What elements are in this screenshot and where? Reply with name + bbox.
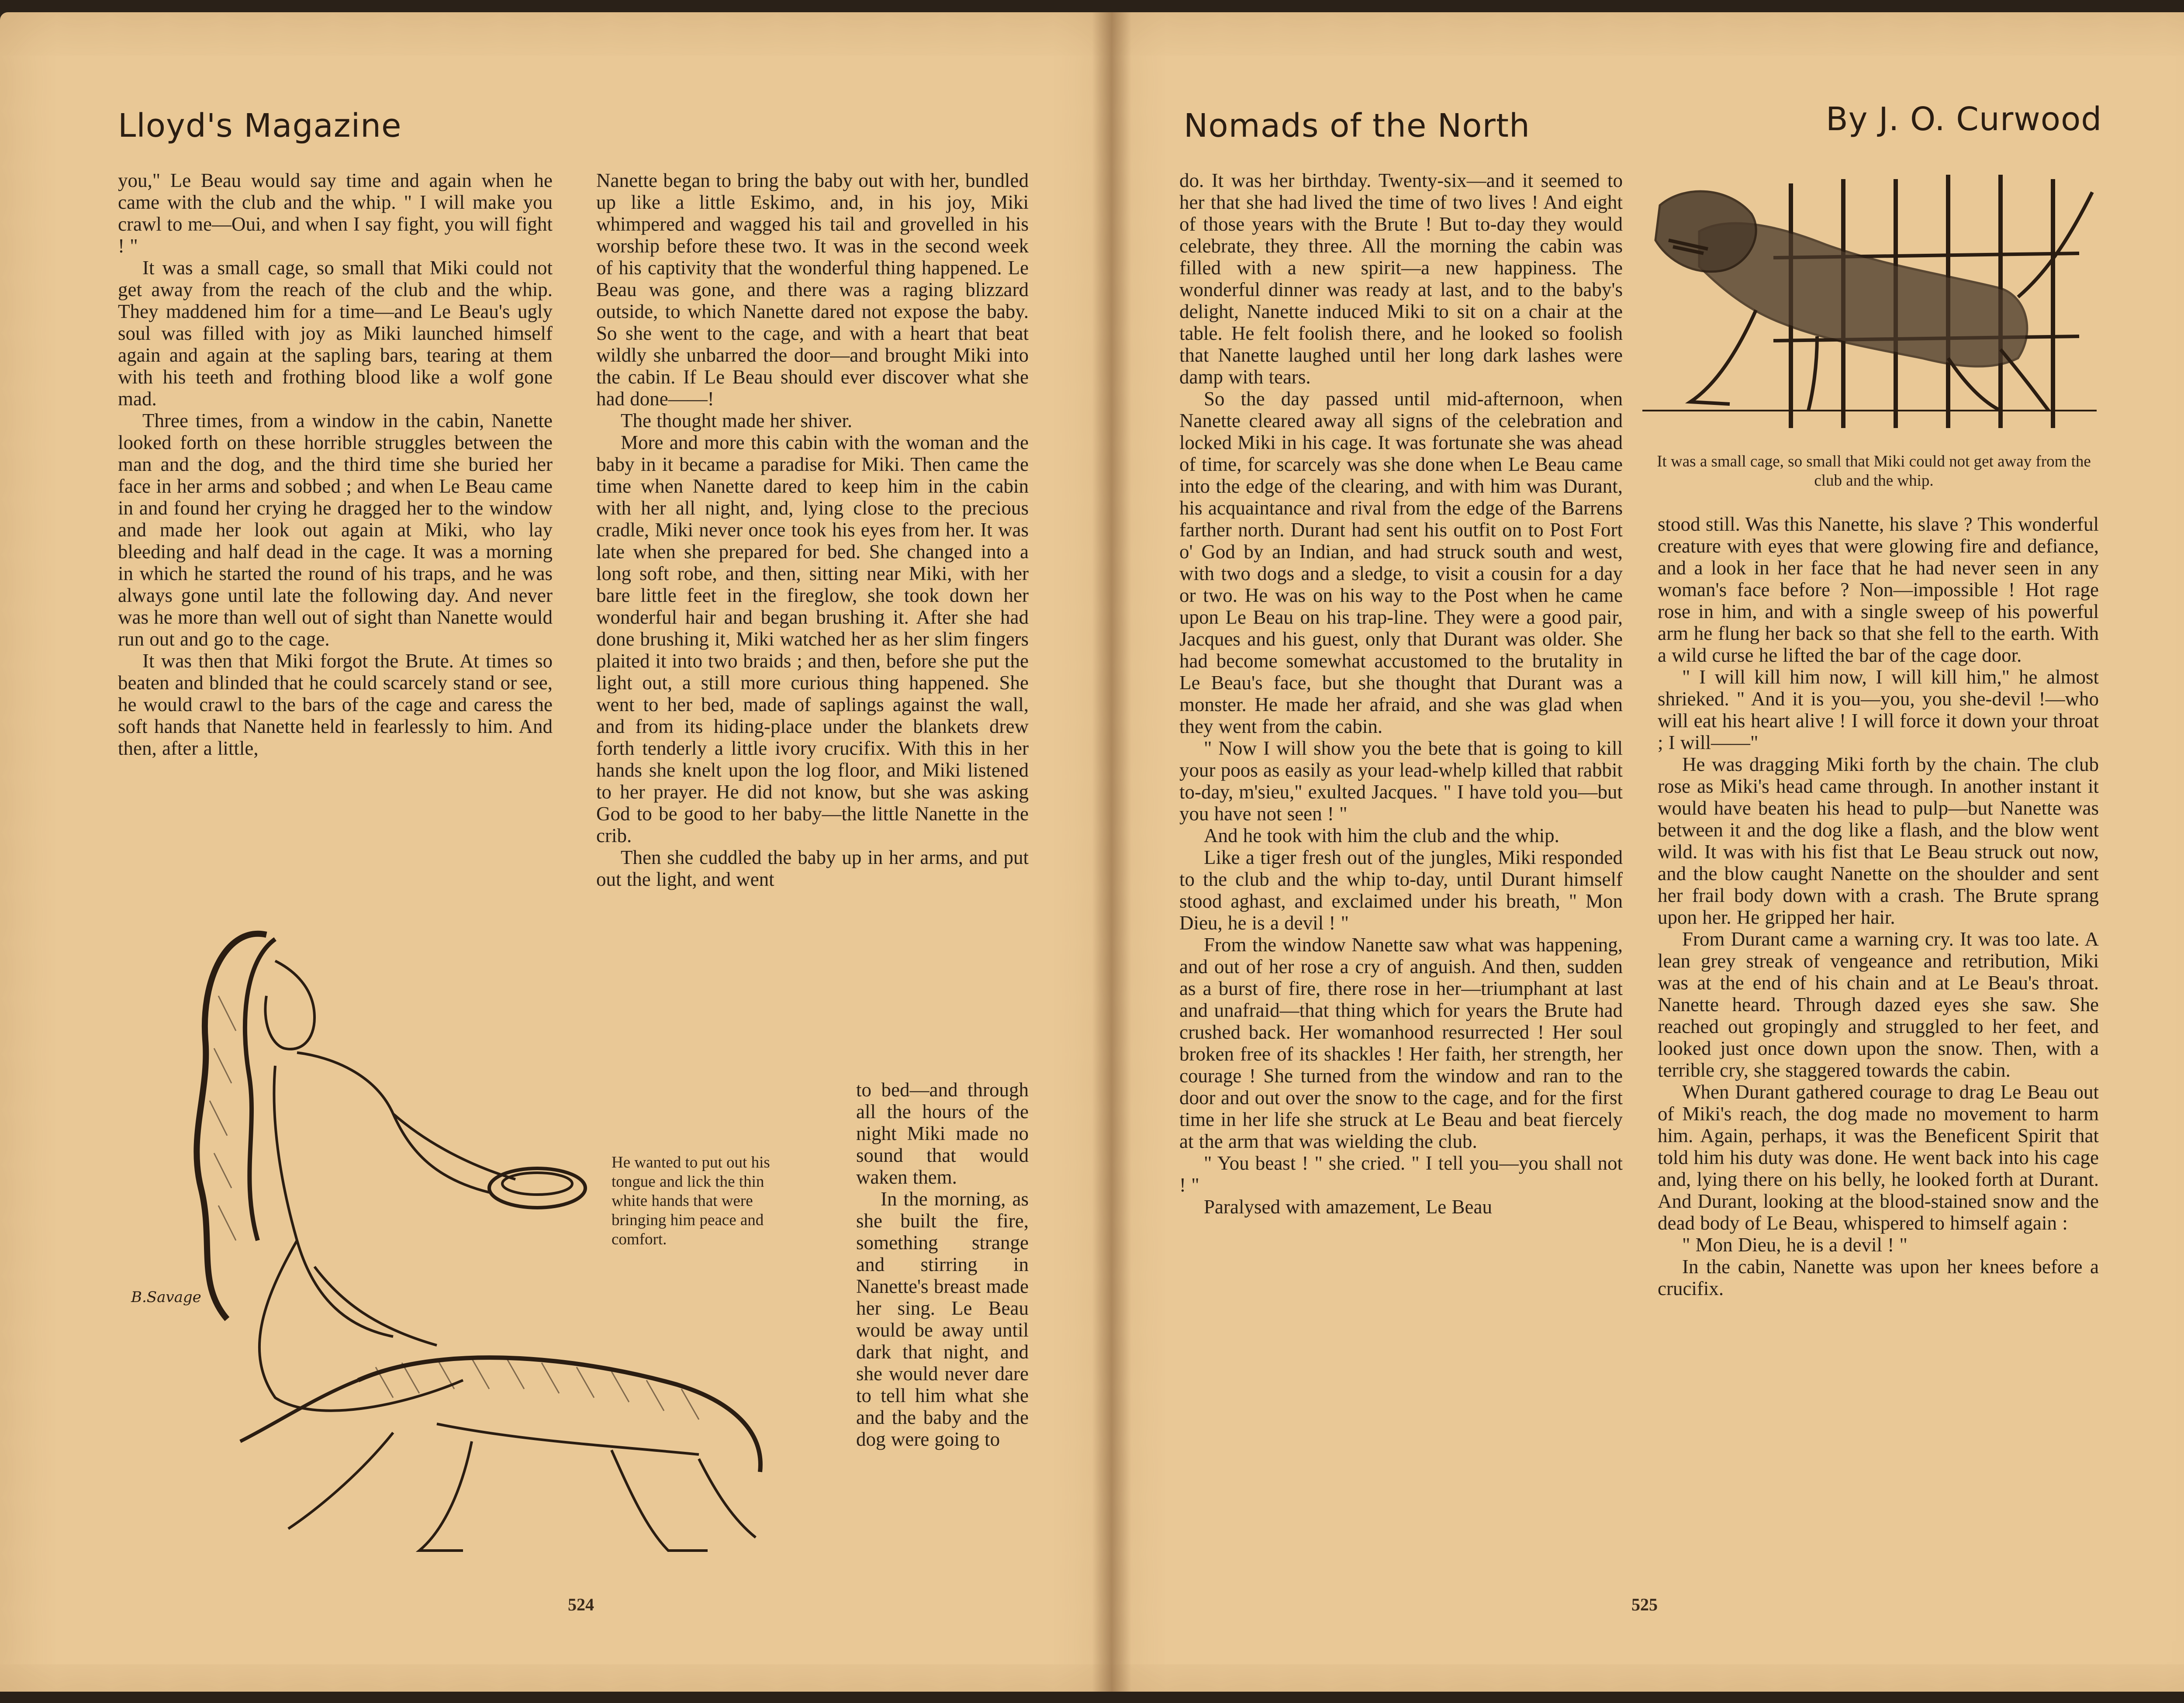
right-running-head-author: By J. O. Curwood <box>1826 100 2102 138</box>
left-page-number: 524 <box>568 1595 594 1614</box>
caged-dog-illustration <box>1642 166 2105 450</box>
paragraph: Like a tiger fresh out of the jungles, Miki responded to the club and the whip to-day, until Durant himself stood aghast, and exclaimed under his breath, " Mon Dieu, he is a devil ! " <box>1179 846 1623 934</box>
paragraph: " Mon Dieu, he is a devil ! " <box>1682 1234 1908 1256</box>
woman-and-dog-illustration <box>131 908 839 1590</box>
left-column-2-narrow <box>856 1079 1029 1450</box>
left-running-head: Lloyd's Magazine <box>118 107 402 145</box>
paragraph: stood still. Was this Nanette, his slave ? This wonderful creature with eyes that were glowing fire and defiance, and a look in her face that he had never seen in any woman's face before ? Non—impossible ! Hot rage rose in him, and with a single sweep of his powerful arm he flung her back so that she fell to the earth. With a wild curse he lifted the bar of the cage door. <box>1658 513 2099 666</box>
paragraph: From the window Nanette saw what was happening, and out of her rose a cry of anguish. And then, sudden as a burst of fire, there rose in her—triumphant at last and unafraid—that thing which for years the Brute had crushed back. Her womanhood resurrected ! Her soul broken free of its shackles ! Her faith, her strength, her courage ! She turned from the window and ran to the door and out over the snow to the cage, and for the first time in her life she struck at Le Beau and beat fiercely at the arm that was wielding the club. <box>1179 934 1623 1152</box>
right-running-head-title: Nomads of the North <box>1184 107 1530 145</box>
right-column-2 <box>1658 513 2099 1299</box>
paragraph: When Durant gathered courage to drag Le Beau out of Miki's reach, the dog made no movement to harm him. Again, perhaps, it was the Beneficent Spirit that told him his duty was done. He went back into his cage and, lying there on his belly, he looked forth at Durant. And Durant, looking at the blood-stained snow and the dead body of Le Beau, whispered to himself again : <box>1658 1081 2099 1234</box>
paragraph: " Now I will show you the bete that is going to kill your poos as easily as your lead-whelp killed that rabbit to-day, m'sieu," exulted Jacques. " I have told you—but you have not seen ! " <box>1179 737 1623 825</box>
paragraph: So the day passed until mid-afternoon, when Nanette cleared away all signs of the celebration and locked Miki in his cage. It was fortunate she was ahead of time, for scarcely was she done when Le Beau came into the edge of the clearing, and with him was Durant, his acquaintance and rival from the edge of the Barrens farther north. Durant had sent his outfit on to Post Fort o' God by an Indian, and had struck south and west, with two dogs and a sledge, to visit a cousin for a day or two. He was on his way to the Post when he came upon Le Beau on his trap-line. They were a good pair, Jacques and his guest, only that Durant was older. She had become somewhat accustomed to the brutality in Le Beau's face, but she thought that Durant was a monster. He made her afraid, and she was glad when they went from the cabin. <box>1179 388 1623 737</box>
paragraph: It was then that Miki forgot the Brute. At times so beaten and blinded that he could scarcely stand or see, he would crawl to the bars of the cage and caress the soft hands that Nanette held in fearlessly to him. And then, after a little, <box>118 650 553 759</box>
right-illustration-caption: It was a small cage, so small that Miki could not get away from the club and the whip. <box>1657 453 2091 490</box>
left-column-1 <box>118 169 553 759</box>
paragraph: " You beast ! " she cried. " I tell you—you shall not ! " <box>1179 1152 1623 1196</box>
paragraph: From Durant came a warning cry. It was too late. A lean grey streak of vengeance and retribution, Miki was at the end of his chain and at Le Beau's throat. Nanette heard. Through dazed eyes she saw. She reached out gropingly and struggled to her feet, and looked just once down upon the snow. Then, with a terrible cry, she staggered towards the cabin. <box>1658 928 2099 1081</box>
paragraph: Three times, from a window in the cabin, Nanette looked forth on these horrible struggles between the man and the dog, and the third time she buried her face in her arms and sobbed ; and when Le Beau came in and found her crying he dragged her to the window and made her look out again at Miki, who lay bleeding and half dead in the cage. It was a morning in which he started the round of his traps, and he was always gone until late the following day. And never was he more than well out of sight than Nanette would run out and go to the cage. <box>118 410 553 650</box>
book-gutter <box>1092 12 1131 1692</box>
paragraph: In the cabin, Nanette was upon her knees before a crucifix. <box>1658 1256 2099 1299</box>
paragraph: He was dragging Miki forth by the chain. The club rose as Miki's head came through. In another instant it would have beaten his head to pulp—but Nanette was between it and the dog like a flash, and the blow went wild. It was with his fist that Le Beau struck out now, and the blow caught Nanette on the shoulder and sent her frail body down with a crash. The Brute sprang upon her. He gripped her hair. <box>1658 753 2099 928</box>
paragraph: you," Le Beau would say time and again when he came with the club and the whip. " I will make you crawl to me—Oui, and when I say fight, you will fight ! " <box>118 169 553 257</box>
paragraph: " I will kill him now, I will kill him," he almost shrieked. " And it is you—you, you she-devil !—who will eat his heart alive ! I will force it down your throat ; I will——" <box>1658 666 2099 753</box>
right-page-number: 525 <box>1631 1595 1658 1614</box>
left-column-2 <box>596 169 1029 890</box>
paragraph: More and more this cabin with the woman and the baby in it became a paradise for Miki. Then came the time when Nanette dared to keep him in the cabin with her all night, and, lying close to the precious cradle, Miki never once took his eyes from her. It was late when she prepared for bed. She changed into a long soft robe, and then, sitting near Miki, with her bare little feet in the fireglow, she took down her wonderful hair and began brushing it. After she had done brushing it, Miki watched her as her slim fingers plaited it into two braids ; and then, before she put the light out, a still more curious thing happened. She went to her bed, made of saplings against the wall, and from its hiding-place under the blankets drew forth tenderly a little ivory crucifix. With this in her hands she knelt upon the log floor, and Miki listened to her prayer. He did not know, but she was asking God to be good to her baby—the little Nanette in the crib. <box>596 432 1029 846</box>
paragraph: The thought made her shiver. <box>621 410 853 432</box>
paragraph: Paralysed with amazement, Le Beau <box>1204 1196 1492 1218</box>
paragraph: Then she cuddled the baby up in her arms, and put out the light, and went <box>596 846 1029 890</box>
paragraph: do. It was her birthday. Twenty-six—and it seemed to her that she had lived the time of two lives ! And eight of those years with the Brute ! But to-day they would celebrate, they three. All the morning the cabin was filled with a new spirit—a new happiness. The wonderful dinner was ready at last, and to the baby's delight, Nanette induced Miki to sit on a chair at the table. He felt foolish there, and he looked so foolish that Nanette laughed until her long dark lashes were damp with tears. <box>1179 169 1623 388</box>
paragraph: In the morning, as she built the fire, something strange and stirring in Nanette's breast made her sing. Le Beau would be away until dark that night, and she would never dare to tell him what she and the baby and the dog were going to <box>856 1188 1029 1450</box>
left-illustration-caption: He wanted to put out his tongue and lick the thin white hands that were bringing him peace and comfort. <box>612 1154 770 1248</box>
illustrator-signature: B.Savage <box>131 1288 201 1306</box>
paragraph: Nanette began to bring the baby out with her, bundled up like a little Eskimo, and, in his joy, Miki whimpered and wagged his tail and grovelled in his worship before these two. It was in the second week of his captivity that the wonderful thing happened. Le Beau was gone, and there was a raging blizzard outside, to which Nanette dared not expose the baby. So she went to the cage, and with a heart that beat wildly she unbarred the door—and brought Miki into the cabin. If Le Beau should ever discover what she had done——! <box>596 169 1029 410</box>
paragraph: It was a small cage, so small that Miki could not get away from the reach of the club and the whip. They maddened him for a time—and Le Beau's ugly soul was filled with joy as Miki launched himself again and again at the sapling bars, tearing at them with his teeth and frothing blood like a wolf gone mad. <box>118 257 553 410</box>
right-column-1 <box>1179 169 1623 1218</box>
paragraph: to bed—and through all the hours of the night Miki made no sound that would waken them. <box>856 1079 1029 1188</box>
paragraph: And he took with him the club and the whip. <box>1204 825 1559 846</box>
